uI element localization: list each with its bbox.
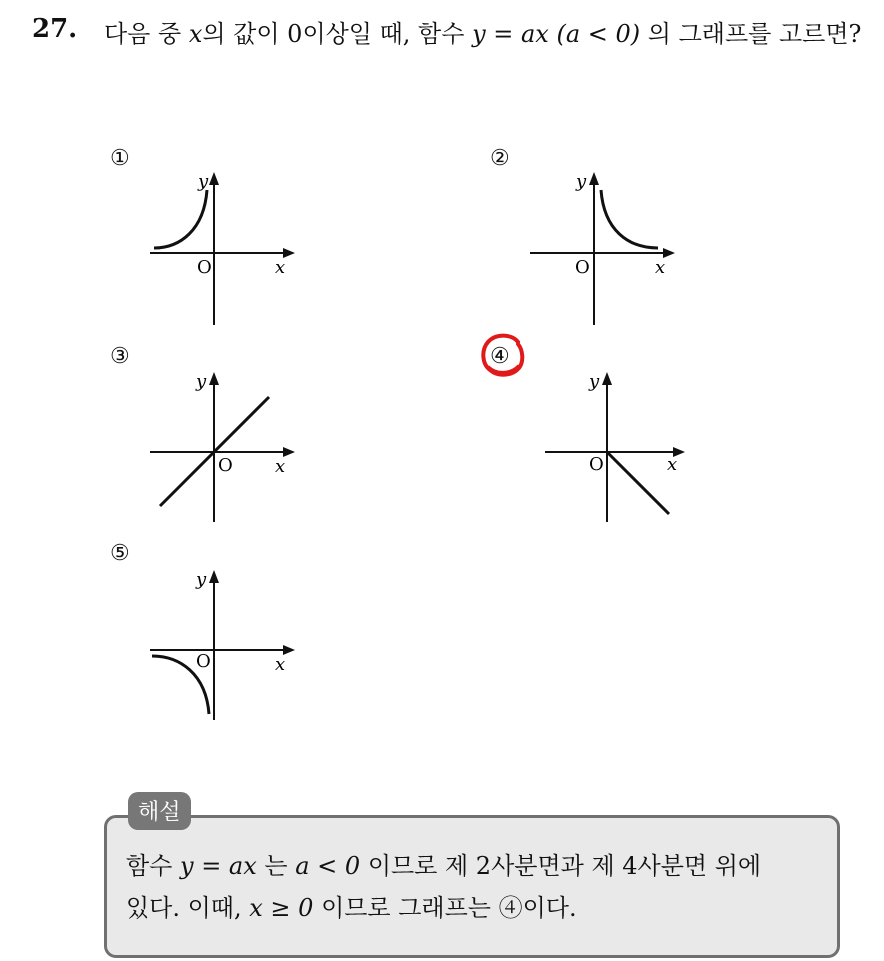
- option-3-label[interactable]: ③: [110, 344, 130, 369]
- axis-y-label: y: [196, 569, 207, 590]
- origin-label: O: [575, 257, 590, 278]
- explanation-text-part: 있다. 이때,: [126, 894, 250, 922]
- axis-y-label: y: [196, 371, 207, 392]
- explanation-tag: 해설: [128, 792, 191, 830]
- explanation-text: [126, 845, 832, 929]
- explanation-line-1: [126, 845, 832, 887]
- option-5-label[interactable]: ⑤: [110, 541, 130, 566]
- origin-label: O: [196, 651, 211, 672]
- question-text-part: 의 그래프를 고르면?: [640, 20, 862, 48]
- question-number: 27.: [32, 14, 78, 44]
- option-2-label[interactable]: ②: [490, 146, 510, 171]
- y-axis-arrow-icon: [209, 172, 219, 185]
- y-axis-arrow-icon: [589, 172, 599, 185]
- origin-label: O: [197, 257, 212, 278]
- y-axis-arrow-icon: [602, 372, 612, 385]
- question-text-part: 다음 중: [104, 20, 189, 48]
- option-1-label[interactable]: ①: [110, 146, 130, 171]
- axis-x-label: x: [655, 257, 666, 278]
- origin-label: O: [218, 455, 233, 476]
- explanation-formula: y = ax: [180, 852, 257, 880]
- explanation-condition: x ≥ 0: [249, 894, 314, 922]
- graph-curve: [601, 190, 658, 248]
- explanation-condition: a < 0: [295, 852, 361, 880]
- y-axis-arrow-icon: [209, 570, 219, 583]
- option-1-graph: [140, 160, 310, 330]
- question-text-part: 의 값이 0이상일 때, 함수: [202, 20, 473, 48]
- axis-y-label: y: [198, 171, 209, 192]
- explanation-text-part: 이므로 제 2사분면과 제 4사분면 위에: [360, 852, 762, 880]
- graph-curve: [154, 190, 207, 248]
- question-text: [104, 14, 864, 54]
- option-5-graph: [140, 558, 310, 728]
- axis-x-label: x: [275, 257, 286, 278]
- origin-label: O: [589, 454, 604, 475]
- question-formula: y = ax (a < 0): [472, 20, 641, 48]
- axis-x-label: x: [275, 456, 286, 477]
- option-4-graph: [535, 360, 705, 530]
- axis-y-label: y: [589, 371, 600, 392]
- explanation-line-2: [126, 887, 832, 929]
- axis-x-label: x: [275, 654, 286, 675]
- axis-y-label: y: [576, 171, 587, 192]
- option-4-label[interactable]: ④: [490, 344, 510, 369]
- explanation-text-part: 이므로 그래프는 ④이다.: [313, 894, 577, 922]
- option-3-graph: [140, 360, 310, 530]
- graph-ray: [607, 452, 669, 514]
- y-axis-arrow-icon: [209, 372, 219, 385]
- explanation-text-part: 는: [256, 852, 296, 880]
- option-2-graph: [520, 160, 690, 330]
- question-variable-x: x: [188, 20, 203, 48]
- axis-x-label: x: [667, 454, 678, 475]
- explanation-text-part: 함수: [126, 852, 180, 880]
